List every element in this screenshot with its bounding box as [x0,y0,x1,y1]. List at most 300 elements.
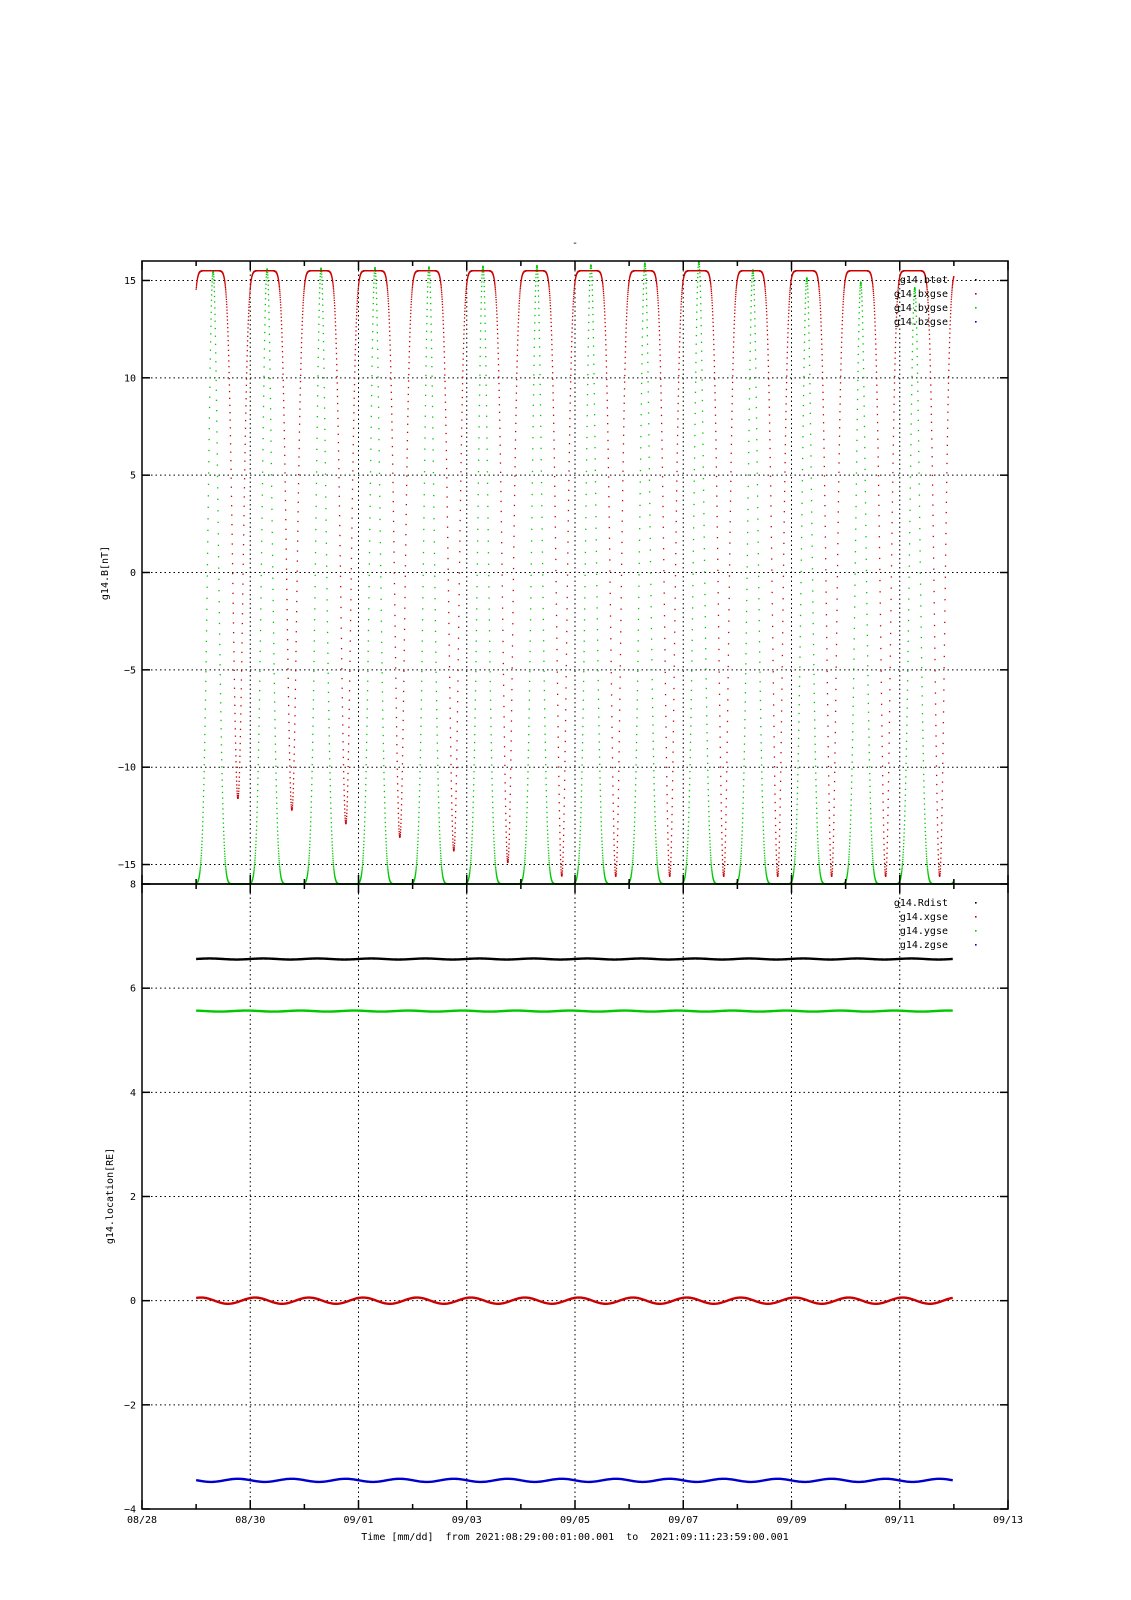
data-point [392,491,393,492]
data-point [398,825,399,826]
data-point [540,384,541,385]
data-point [540,415,541,416]
data-point [204,726,205,727]
data-point [290,787,291,788]
data-point [495,864,496,865]
data-point [273,600,274,601]
data-point [535,281,536,282]
data-point [505,819,506,820]
data-point [363,847,364,848]
data-point [262,438,263,439]
data-point [566,608,567,609]
data-point [530,575,531,576]
data-point [519,295,520,296]
data-point [338,468,339,469]
data-point [261,529,262,530]
data-point [378,407,379,408]
data-point [344,808,345,809]
data-point [254,868,255,869]
data-point [387,862,388,863]
data-point [500,453,501,454]
data-point [292,808,293,809]
data-point [336,370,337,371]
data-point [208,439,209,440]
data-point [225,860,226,861]
data-point [499,428,500,429]
data-point [295,698,296,699]
data-point [296,611,297,612]
data-point [269,378,270,379]
data-point [268,284,269,285]
data-point [524,862,525,863]
data-point [504,736,505,737]
data-point [276,813,277,814]
data-point [219,633,220,634]
data-point [493,841,494,842]
data-point [554,476,555,477]
data-point [248,320,249,321]
data-point [315,517,316,518]
data-point [392,446,393,447]
data-point [375,269,376,270]
data-point [387,870,388,871]
data-point [357,298,358,299]
data-point [519,300,520,301]
data-point [548,282,549,283]
data-point [504,726,505,727]
data-point [520,286,521,287]
data-point [226,313,227,314]
data-point [478,437,479,438]
data-point [350,620,351,621]
data-point [564,761,565,762]
data-point [558,757,559,758]
data-point [547,834,548,835]
data-point [381,610,382,611]
data-point [260,586,261,587]
data-point [462,364,463,365]
data-point [357,296,358,297]
data-point [552,379,553,380]
data-point [512,601,513,602]
data-point [268,289,269,290]
data-point [316,483,317,484]
data-point [351,527,352,528]
data-point [475,651,476,652]
data-point [268,299,269,300]
data-point [373,292,374,293]
data-point [464,314,465,315]
data-point [204,750,205,751]
data-point [406,457,407,458]
data-point [534,355,535,356]
data-point [457,691,458,692]
data-point [423,540,424,541]
data-point [527,802,528,803]
data-point [240,713,241,714]
data-point [242,593,243,594]
data-point [446,459,447,460]
data-point [209,428,210,429]
data-point [498,390,499,391]
data-point [489,661,490,662]
data-point [371,395,372,396]
data-point [484,296,485,297]
data-point [333,293,334,294]
data-point [518,305,519,306]
data-point [546,790,547,791]
data-point [304,286,305,287]
data-point [342,715,343,716]
data-point [249,292,250,293]
data-point [358,284,359,285]
data-point [371,375,372,376]
data-point [363,853,364,854]
data-point [478,471,479,472]
data-point [394,583,395,584]
data-point [375,268,376,269]
data-point [375,279,376,280]
data-point [371,427,372,428]
data-point [415,869,416,870]
data-point [318,357,319,358]
data-point [420,764,421,765]
data-point [220,728,221,729]
data-point [282,374,283,375]
data-point [499,404,500,405]
data-point [494,844,495,845]
data-point [539,330,540,331]
data-point [486,395,487,396]
data-point [389,319,390,320]
data-point [554,506,555,507]
data-point [276,779,277,780]
data-point [436,681,437,682]
data-point [227,327,228,328]
data-point [269,359,270,360]
data-point [257,784,258,785]
data-point [229,391,230,392]
data-point [398,828,399,829]
data-point [233,632,234,633]
data-point [511,740,512,741]
data-point [343,790,344,791]
data-point [230,419,231,420]
data-point [420,750,421,751]
data-point [324,429,325,430]
data-point [441,287,442,288]
data-point [396,717,397,718]
data-point [442,313,443,314]
data-point [416,857,417,858]
data-point [551,330,552,331]
data-point [230,435,231,436]
data-point [386,853,387,854]
data-point [278,283,279,284]
data-point [297,511,298,512]
data-point [298,465,299,466]
data-point [243,534,244,535]
data-point [418,834,419,835]
data-point [538,285,539,286]
data-point [437,742,438,743]
data-point [323,368,324,369]
data-point [288,722,289,723]
data-point [441,865,442,866]
data-point [548,281,549,282]
data-point [418,821,419,822]
data-point [491,778,492,779]
data-point [213,274,214,275]
data-point [393,541,394,542]
data-point [205,699,206,700]
data-point [258,742,259,743]
data-point [556,592,557,593]
data-point [454,847,455,848]
data-point [568,490,569,491]
data-point [323,358,324,359]
data-point [492,812,493,813]
data-point [510,777,511,778]
data-point [495,289,496,290]
data-point [292,799,293,800]
data-point [391,399,392,400]
data-point [205,681,206,682]
data-point [509,839,510,840]
data-point [350,640,351,641]
data-point [458,648,459,649]
data-point [303,293,304,294]
data-point [291,804,292,805]
chart-title: - [571,238,579,249]
data-point [382,727,383,728]
data-point [350,589,351,590]
data-point [333,862,334,863]
data-point [473,778,474,779]
data-point [475,681,476,682]
data-point [568,500,569,501]
data-point [379,473,380,474]
data-point [556,626,557,627]
data-point [247,345,248,346]
data-point [363,850,364,851]
data-point [395,636,396,637]
data-point [432,427,433,428]
data-point [466,289,467,290]
data-point [568,480,569,481]
data-point [231,524,232,525]
data-point [314,586,315,587]
data-point [517,330,518,331]
data-point [375,273,376,274]
data-point [421,699,422,700]
data-point [474,742,475,743]
data-point [386,285,387,286]
data-point [496,307,497,308]
data-point [368,651,369,652]
data-point [497,342,498,343]
data-point [255,855,256,856]
data-point [456,740,457,741]
data-point [441,294,442,295]
data-point [298,502,299,503]
data-point [487,517,488,518]
data-point [416,867,417,868]
data-point [471,853,472,854]
data-point [434,564,435,565]
data-point [220,693,221,694]
data-point [454,849,455,850]
data-point [366,726,367,727]
data-point [211,281,212,282]
data-point [423,575,424,576]
data-point [200,868,201,869]
data-point [497,325,498,326]
data-point [292,796,293,797]
data-point [461,453,462,454]
data-point [543,671,544,672]
data-point [202,812,203,813]
data-point [408,401,409,402]
data-point [390,372,391,373]
data-point [438,802,439,803]
data-point [496,314,497,315]
data-point [457,670,458,671]
data-point [439,838,440,839]
data-point [549,293,550,294]
data-point [483,278,484,279]
data-point [542,574,543,575]
data-point [420,757,421,758]
data-point [432,449,433,450]
data-point [303,302,304,303]
data-point [457,680,458,681]
data-point [325,451,326,452]
data-point [222,780,223,781]
data-point [543,619,544,620]
data-point [288,730,289,731]
data-point [563,841,564,842]
data-point [354,360,355,361]
data-point [326,599,327,600]
data-point [444,351,445,352]
data-point [285,509,286,510]
data-point [296,581,297,582]
data-point [302,314,303,315]
data-point [442,304,443,305]
data-point [367,699,368,700]
data-point [520,285,521,286]
data-point [321,274,322,275]
data-point [372,348,373,349]
data-point [562,857,563,858]
data-point [346,813,347,814]
data-point [341,638,342,639]
data-point [485,339,486,340]
data-point [422,630,423,631]
data-point [278,281,279,282]
data-point [241,688,242,689]
data-point [489,651,490,652]
data-point [560,844,561,845]
data-point [396,744,397,745]
data-point [402,729,403,730]
data-point [215,328,216,329]
data-point [370,483,371,484]
data-point [283,400,284,401]
data-point [562,861,563,862]
data-point [259,708,260,709]
data-point [319,310,320,311]
data-point [203,796,204,797]
data-point [394,615,395,616]
data-point [401,804,402,805]
data-point [446,477,447,478]
data-point [403,720,404,721]
data-point [245,444,246,445]
data-point [348,766,349,767]
data-point [517,344,518,345]
data-point [488,552,489,553]
data-point [382,682,383,683]
data-point [258,726,259,727]
data-point [452,844,453,845]
data-point [480,356,481,357]
data-point [235,728,236,729]
data-point [425,375,426,376]
data-point [485,356,486,357]
data-point [555,516,556,517]
data-point [512,623,513,624]
data-point [443,324,444,325]
data-point [208,495,209,496]
data-point [344,795,345,796]
data-point [219,664,220,665]
data-point [216,390,217,391]
data-point [543,608,544,609]
data-point [380,542,381,543]
data-point [478,482,479,483]
data-point [472,817,473,818]
data-point [426,316,427,317]
data-point [443,336,444,337]
data-point [441,869,442,870]
data-point [459,530,460,531]
data-point [219,601,220,602]
data-point [402,755,403,756]
data-point [388,312,389,313]
data-point [334,308,335,309]
data-point [347,801,348,802]
data-point [264,332,265,333]
data-point [241,679,242,680]
data-point [286,549,287,550]
data-point [500,491,501,492]
data-point [554,457,555,458]
data-point [560,855,561,856]
data-point [379,461,380,462]
data-point [383,758,384,759]
data-point [302,321,303,322]
data-point [496,304,497,305]
data-point [560,869,561,870]
data-point [417,853,418,854]
data-point [477,506,478,507]
data-point [525,853,526,854]
data-point [361,871,362,872]
data-point [225,867,226,868]
data-point [209,417,210,418]
